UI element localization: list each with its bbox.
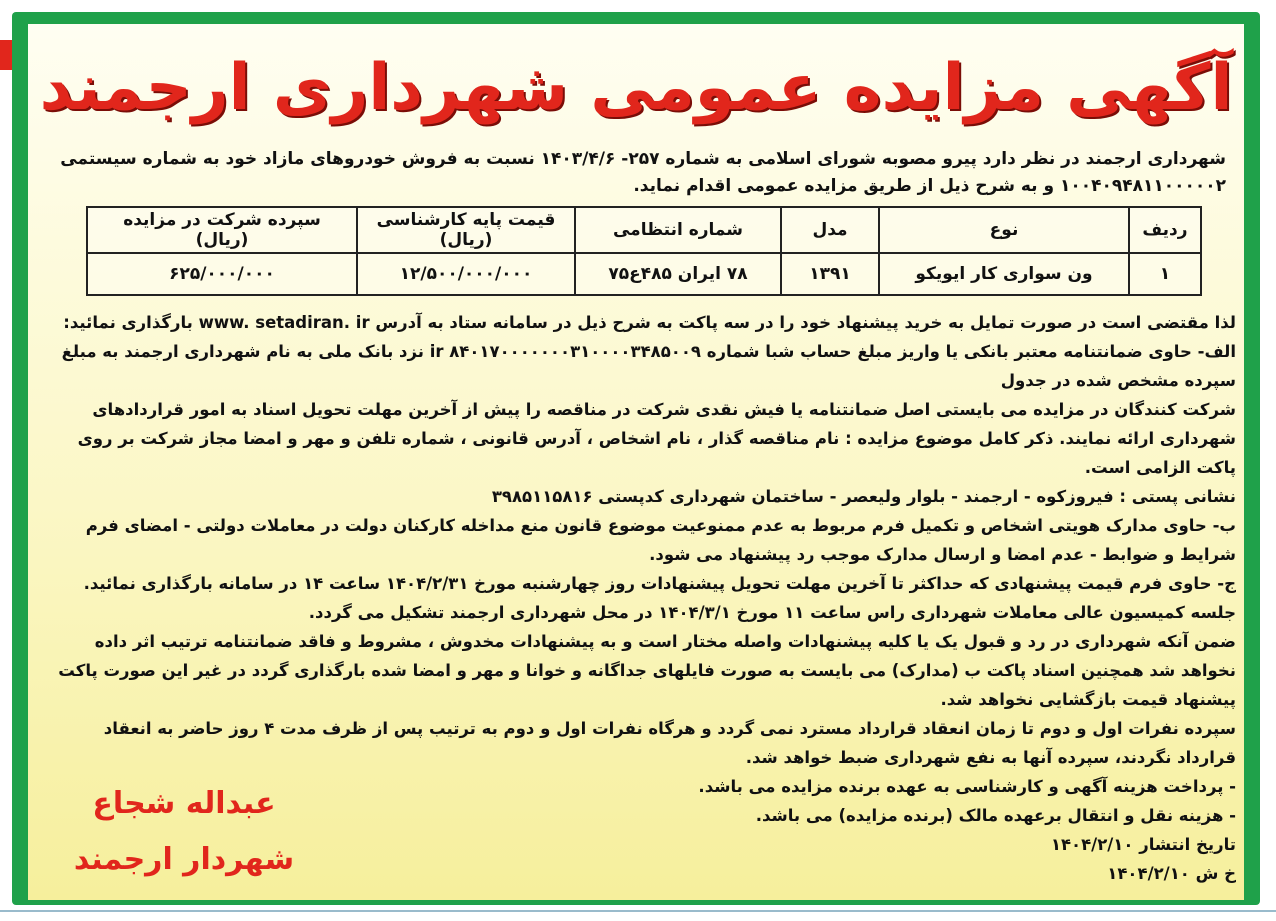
body-paragraph-commission: جلسه کمیسیون عالی معاملات شهرداری راس ساعت ۱۱ مورخ ۱۴۰۴/۳/۱ در محل شهرداری ارجمند تشکیل می گردد. [308,603,1236,622]
header-type: نوع [879,207,1129,253]
vehicle-table [86,206,1202,296]
header-row-number: ردیف [1129,207,1201,253]
body-paragraph-conditions: ضمن آنکه شهرداری در رد و قبول یک یا کلیه پیشنهادات واصله مختار است و به پیشنهادات مخدوش ، مشروط و فاقد ضمانتنامه ترتیب اثر داده نخواهد شد همچنین اسناد پاکت ب (مدارک) می بایست به صورت فایلهای جداگانه و خوانا و مهر و امضا شده بارگذاری گردد در غیر این صورت پاکت پیشنهاد قیمت بازگشایی نخواهد شد. [58,632,1236,709]
body-paragraph-guarantee: شرکت کنندگان در مزایده می بایستی اصل ضمانتنامه یا فیش نقدی شرکت در مناقصه را پیش از آخرین مهلت تحویل اسناد به امور قراردادهای شهرداری ارائه نمایند. ذکر کامل موضوع مزایده : نام مناقصه گذار ، نام اشخاص ، آدرس قانونی ، شماره تلفن و مهر و امضا مجاز شرکت بر روی پاکت الزامی است. [77,400,1236,477]
intro-paragraph: شهرداری ارجمند در نظر دارد پیرو مصوبه شورای اسلامی به شماره ۲۵۷- ۱۴۰۳/۴/۶ نسبت به فروش خودروهای مازاد خود به شماره سیستمی ۱۰۰۴۰۹۴۸۱۱۰۰۰۰۰۲ و به شرح ذیل از طریق مزایده عمومی اقدام نماید. [60,149,1226,196]
body-paragraph-instructions: لذا مقتضی است در صورت تمایل به خرید پیشنهاد خود را در سه پاکت به شرح ذیل در سامانه ستاد به آدرس www. setadiran. ir بارگذاری نمائید: [63,313,1236,332]
body-paragraph-ad-cost: - پرداخت هزینه آگهی و کارشناسی به عهده برنده مزایده می باشد. [698,777,1236,796]
cell-type: ون سواری کار ایویکو [879,253,1129,295]
cell-base-price: ۱۲/۵۰۰/۰۰۰/۰۰۰ [357,253,575,295]
cell-row-number: ۱ [1129,253,1201,295]
reference-code: خ ش ۱۴۰۴/۲/۱۰ [1107,864,1236,883]
body-paragraph-envelope-a: الف- حاوی ضمانتنامه معتبر بانکی یا واریز مبلغ حساب شبا شماره ir ۸۴۰۱۷۰۰۰۰۰۰۰۳۱۰۰۰۰۳۴۸۵۰۰۹ نزد بانک ملی به نام شهرداری ارجمند به مبلغ سپرده مشخص شده در جدول [61,342,1236,390]
cell-plate-number: ۷۸ ایران ۴۸۵ع۷۵ [575,253,781,295]
signature-role: شهردار ارجمند [73,842,295,877]
header-model: مدل [781,207,879,253]
body-paragraph-envelope-c: ج- حاوی فرم قیمت پیشنهادی که حداکثر تا آخرین مهلت تحویل پیشنهادات روز چهارشنبه مورخ ۱۴۰۴/۲/۳۱ ساعت ۱۴ در سامانه بارگذاری نمائید. [83,574,1236,593]
body-paragraph-postal-address: نشانی پستی : فیروزکوه - ارجمند - بلوار ولیعصر - ساختمان شهرداری کدپستی ۳۹۸۵۱۱۵۸۱۶ [491,487,1236,506]
notice-title: آگهی مزایده عمومی شهرداری ارجمند [39,51,1233,125]
signature-name: عبداله شجاع [92,786,276,821]
cell-model: ۱۳۹۱ [781,253,879,295]
body-paragraph-envelope-b: ب- حاوی مدارک هویتی اشخاص و تکمیل فرم مربوط به عدم ممنوعیت موضوع قانون منع مداخله کارکنان دولت در معاملات دولتی - امضای فرم شرایط و ضوابط - عدم امضا و ارسال مدارک موجب رد پیشنهاد می شود. [85,516,1236,564]
header-base-price: قیمت پایه کارشناسی (ریال) [357,207,575,253]
body-paragraph-transfer-cost: - هزینه نقل و انتقال برعهده مالک (برنده مزایده) می باشد. [755,806,1236,825]
header-plate-number: شماره انتظامی [575,207,781,253]
body-paragraph-deposit-return: سپرده نفرات اول و دوم تا زمان انعقاد قرارداد مسترد نمی گردد و هرگاه نفرات اول و دوم به ترتیب پس از ظرف مدت ۴ روز حاضر به انعقاد قرارداد نگردند، سپرده آنها به نفع شهرداری ضبط خواهد شد. [103,719,1236,767]
table-header-row [87,207,1201,253]
table-row [87,253,1201,295]
header-deposit: سپرده شرکت در مزایده (ریال) [87,207,357,253]
publish-date: تاریخ انتشار ۱۴۰۴/۲/۱۰ [1050,835,1236,854]
cell-deposit: ۶۲۵/۰۰۰/۰۰۰ [87,253,357,295]
bottom-divider [0,910,1276,912]
